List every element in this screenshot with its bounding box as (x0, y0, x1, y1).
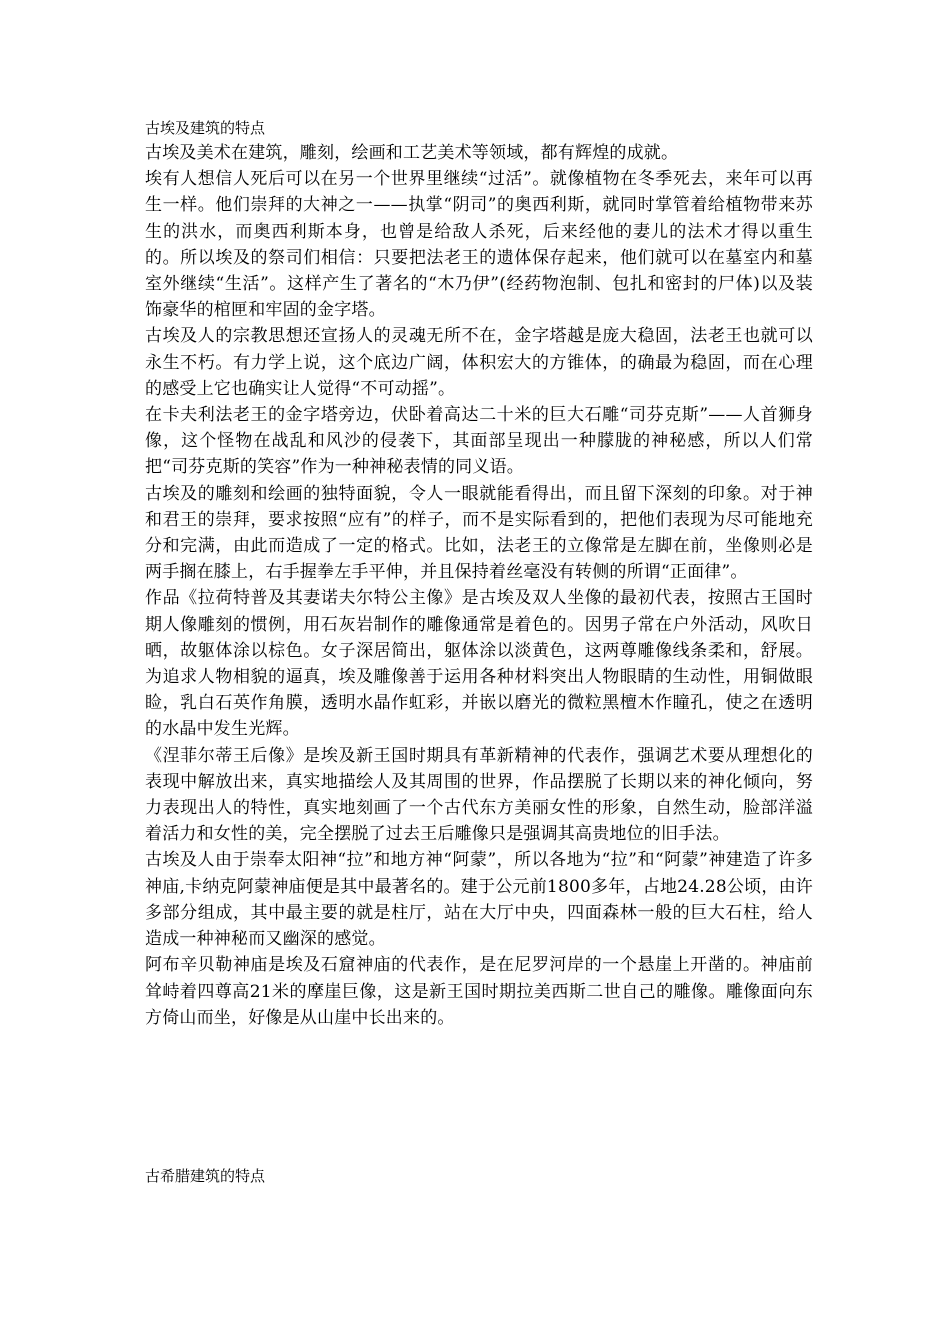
paragraph-karnak: 古埃及人由于崇奉太阳神“拉”和地方神“阿蒙”，所以各地为“拉”和“阿蒙”神建造了许多神庙,卡纳克阿蒙神庙便是其中最著名的。建于公元前1800多年，占地24.28公顷，由许多部分组成，其中最主要的就是柱厅，站在大厅中央，四面森林一般的巨大石柱，给人造成一种神秘而又幽深的感觉。 (145, 850, 813, 950)
paragraph-pyramid: 古埃及人的宗教思想还宣扬人的灵魂无所不在，金字塔越是庞大稳固，法老王也就可以永生不朽。有力学上说，这个底边广阔，体积宏大的方锥体，的确最为稳固，而在心理的感受上它也确实让人觉得“不可动摇”。 (145, 326, 813, 399)
paragraph-sculpture-style: 古埃及的雕刻和绘画的独特面貌，令人一眼就能看得出，而且留下深刻的印象。对于神和君王的崇拜，要求按照“应有”的样子，而不是实际看到的，把他们表现为尽可能地充分和完满，由此而造成了一定的格式。比如，法老王的立像常是左脚在前，坐像则必是两手搁在膝上，右手握拳左手平伸，并且保持着丝毫没有转侧的所谓“正面律”。 (145, 483, 813, 583)
paragraph-sphinx: 在卡夫利法老王的金字塔旁边，伏卧着高达二十米的巨大石雕“司芬克斯”——人首狮身像，这个怪物在战乱和风沙的侵袭下，其面部呈现出一种朦胧的神秘感，所以人们常把“司芬克斯的笑容”作为一种神秘表情的同义语。 (145, 405, 813, 478)
document-body (145, 116, 813, 1031)
paragraph-abu-simbel: 阿布辛贝勒神庙是埃及石窟神庙的代表作，是在尼罗河岸的一个悬崖上开凿的。神庙前耸峙着四尊高21米的摩崖巨像，这是新王国时期拉美西斯二世自己的雕像。雕像面向东方倚山而坐，好像是从山崖中长出来的。 (145, 955, 813, 1028)
paragraph-afterlife: 埃有人想信人死后可以在另一个世界里继续“过活”。就像植物在冬季死去，来年可以再生一样。他们崇拜的大神之一——执掌“阴司”的奥西利斯，就同时掌管着给植物带来苏生的洪水，而奥西利斯本身，也曾是给敌人杀死，后来经他的妻儿的法术才得以重生的。所以埃及的祭司们相信：只要把法老王的遗体保存起来，他们就可以在墓室内和墓室外继续“生活”。这样产生了著名的“木乃伊”(经药物泡制、包扎和密封的尸体)以及装饰豪华的棺匣和牢固的金字塔。 (145, 169, 813, 321)
paragraph-intro: 古埃及美术在建筑，雕刻，绘画和工艺美术等领域，都有辉煌的成就。 (145, 143, 679, 163)
paragraph-nefertiti: 《涅菲尔蒂王后像》是埃及新王国时期具有革新精神的代表作，强调艺术要从理想化的表现中解放出来，真实地描绘人及其周围的世界，作品摆脱了长期以来的神化倾向，努力表现出人的特性，真实地刻画了一个古代东方美丽女性的形象，自然生动，脸部洋溢着活力和女性的美，完全摆脱了过去王后雕像只是强调其高贵地位的旧手法。 (145, 745, 813, 845)
paragraph-rahotep: 作品《拉荷特普及其妻诺夫尔特公主像》是古埃及双人坐像的最初代表，按照古王国时期人像雕刻的惯例，用石灰岩制作的雕像通常是着色的。因男子常在户外活动，风吹日晒，故躯体涂以棕色。女子深居简出，躯体涂以淡黄色，这两尊雕像线条柔和，舒展。为追求人物相貌的逼真，埃及雕像善于运用各种材料突出人物眼睛的生动性，用铜做眼睑，乳白石英作角膜，透明水晶作虹彩，并嵌以磨光的微粒黑檀木作瞳孔，使之在透明的水晶中发生光辉。 (145, 588, 813, 740)
section-heading-greece: 古希腊建筑的特点 (145, 1167, 266, 1185)
section-heading-egypt: 古埃及建筑的特点 (145, 119, 266, 137)
